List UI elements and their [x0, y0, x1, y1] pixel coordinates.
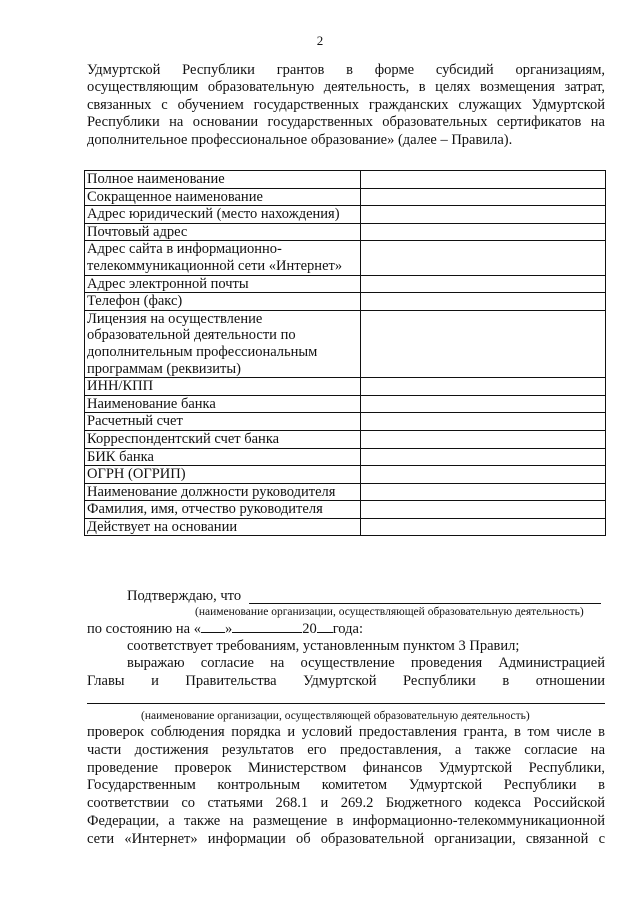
table-row	[85, 466, 606, 484]
paragraph-line: проверок соблюдения порядка и условий предоставления гранта, в том числе в	[87, 723, 605, 740]
table-row	[85, 378, 606, 396]
table-row	[85, 518, 606, 536]
intro-line: Республики на основании государственных образовательных сертификатов на	[87, 114, 605, 131]
table-row	[85, 501, 606, 519]
row-label: Телефон (факс)	[85, 293, 361, 311]
row-label: Лицензия на осуществление образовательной деятельности по дополнительным профессиональным программам (реквизиты)	[85, 310, 361, 377]
row-label: Действует на основании	[85, 518, 361, 536]
table-row	[85, 171, 606, 189]
table-row	[85, 293, 606, 311]
intro-line: Удмуртской Республики грантов в форме субсидий организациям,	[87, 62, 605, 78]
paragraph-line: проведение проверок Министерством финансов Удмуртской Республики,	[87, 759, 605, 776]
row-label: БИК банка	[85, 448, 361, 466]
paragraph-line: Государственным контрольным комитетом Удмуртской Республики в	[87, 777, 605, 794]
organization-details-table	[84, 170, 606, 536]
table-row	[85, 223, 606, 241]
paragraph-line: части достижения результатов его предоставления, а также согласие на	[87, 741, 605, 758]
row-value	[360, 241, 605, 275]
row-label: ИНН/КПП	[85, 378, 361, 396]
confirm-lead: Подтверждаю, что	[127, 588, 242, 604]
table-row	[85, 206, 606, 224]
row-label: Расчетный счет	[85, 413, 361, 431]
intro-paragraph	[87, 62, 605, 149]
consent-details-paragraph	[87, 724, 605, 849]
row-value	[360, 171, 605, 189]
row-value	[360, 395, 605, 413]
row-value	[360, 518, 605, 536]
date-suffix: года:	[332, 620, 363, 637]
row-value	[360, 448, 605, 466]
row-value	[360, 483, 605, 501]
table-row	[85, 310, 606, 377]
date-month-blank[interactable]	[232, 620, 302, 633]
row-value	[360, 466, 605, 484]
row-label: Фамилия, имя, отчество руководителя	[85, 501, 361, 519]
row-value	[360, 310, 605, 377]
row-label: Адрес сайта в информационно-телекоммуникационной сети «Интернет»	[85, 241, 361, 275]
row-label: Почтовый адрес	[85, 223, 361, 241]
row-value	[360, 206, 605, 224]
intro-line: связанных с обучением государственных гражданских служащих Удмуртской	[87, 96, 605, 113]
row-label: Корреспондентский счет банка	[85, 430, 361, 448]
table-row	[85, 395, 606, 413]
page-number: 2	[316, 33, 324, 48]
row-label: Адрес юридический (место нахождения)	[85, 206, 361, 224]
row-value	[360, 293, 605, 311]
paragraph-line: соответствии со статьями 268.1 и 269.2 Бюджетного кодекса Российской	[87, 795, 605, 812]
table-row	[85, 413, 606, 431]
row-label: Наименование банка	[85, 395, 361, 413]
row-label: ОГРН (ОГРИП)	[85, 466, 361, 484]
date-mid: »	[224, 620, 233, 637]
paragraph-line: сети «Интернет» информации об образовательной организации, связанной с	[87, 830, 605, 847]
date-year: 20	[302, 620, 317, 637]
table-row	[85, 483, 606, 501]
row-label: Адрес электронной почты	[85, 275, 361, 293]
row-label: Полное наименование	[85, 171, 361, 189]
row-value	[360, 430, 605, 448]
meets-requirements-text: соответствует требованиям, установленным пунктом 3 Правил;	[127, 637, 520, 654]
date-prefix: по состоянию на «	[87, 620, 201, 637]
consent-line: выражаю согласие на осуществление проведения Администрацией	[127, 655, 605, 672]
row-value	[360, 378, 605, 396]
org-name-caption: (наименование организации, осуществляющей образовательную деятельность)	[195, 605, 584, 618]
table-row	[85, 188, 606, 206]
table-row	[85, 241, 606, 275]
org-name-blank[interactable]	[249, 603, 601, 604]
row-value	[360, 413, 605, 431]
table-row	[85, 275, 606, 293]
row-value	[360, 188, 605, 206]
intro-line: осуществляющим образовательную деятельность, в целях возмещения затрат,	[87, 79, 605, 96]
confirmation-section	[87, 588, 605, 849]
consent-line: Главы и Правительства Удмуртской Республики в отношении	[87, 673, 605, 690]
row-label: Сокращенное наименование	[85, 188, 361, 206]
date-day-blank[interactable]	[201, 620, 225, 633]
row-value	[360, 501, 605, 519]
date-year-blank[interactable]	[317, 620, 333, 633]
paragraph-line: Федерации, а также на размещение в информационно-телекоммуникационной	[87, 812, 605, 829]
intro-line: дополнительное профессиональное образование» (далее – Правила).	[87, 131, 513, 148]
table-row	[85, 448, 606, 466]
table-row	[85, 430, 606, 448]
row-value	[360, 223, 605, 241]
org-name-caption-2: (наименование организации, осуществляющей образовательную деятельность)	[141, 709, 530, 722]
org-name-blank-2[interactable]	[87, 703, 605, 704]
row-label: Наименование должности руководителя	[85, 483, 361, 501]
row-value	[360, 275, 605, 293]
